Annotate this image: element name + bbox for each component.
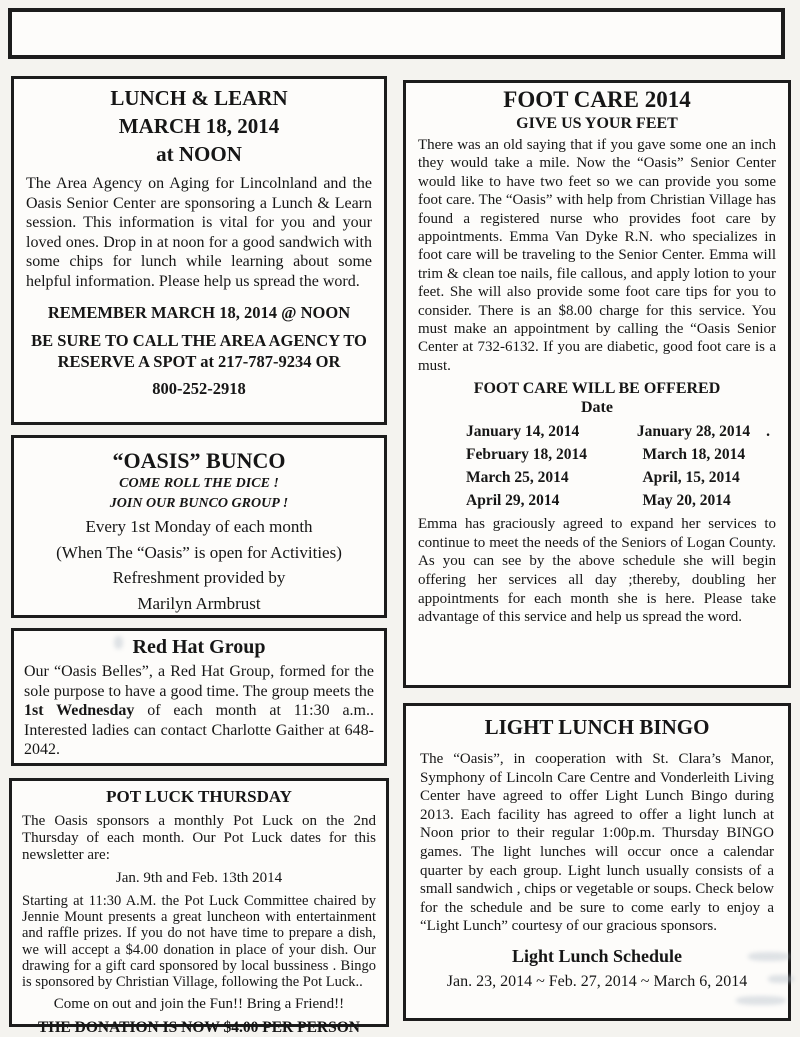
bunco-condition-line: (When The “Oasis” is open for Activities): [56, 542, 342, 562]
schedule-date-right: March 18, 2014: [642, 446, 746, 464]
bunco-refreshment-line: Refreshment provided by: [112, 568, 286, 587]
schedule-row: [466, 466, 776, 489]
top-banner-box: [8, 8, 785, 59]
light-lunch-schedule-dates: Jan. 23, 2014 ~ Feb. 27, 2014 ~ March 6, 2014: [446, 972, 748, 990]
light-lunch-bingo-body: The “Oasis”, in cooperation with St. Clara’s Manor, Symphony of Lincoln Care Centre and Vonderleith Living Center have agreed to offer Light Lunch Bingo during 2013. Each facility has agreed to offer a light lunch at Noon prior to their regular 1:00p.m. Thursday BINGO games. The light lunches will occur once a calendar quarter by each group. Light lunch usually consists of a small sandwich , chips or vegetable or soups. Check below for the schedule and be sure to come early to enjoy a “Light Lunch” courtesy of our gracious sponsors.: [420, 751, 774, 935]
bunco-box: [11, 435, 387, 618]
scan-smudge: [114, 636, 123, 649]
foot-care-offered-heading: FOOT CARE WILL BE OFFERED: [473, 380, 721, 398]
light-lunch-schedule-heading: Light Lunch Schedule: [511, 945, 683, 966]
red-hat-body: [24, 662, 374, 760]
red-hat-box: [11, 628, 387, 766]
bunco-tagline-2: JOIN OUR BUNCO GROUP !: [109, 496, 289, 511]
pot-luck-title: POT LUCK THURSDAY: [106, 787, 292, 806]
schedule-date-right: April, 15, 2014: [642, 469, 740, 487]
foot-care-title: FOOT CARE 2014: [503, 87, 691, 112]
pot-luck-invite: Come on out and join the Fun!! Bring a Friend!!: [53, 996, 345, 1013]
lunch-learn-date: MARCH 18, 2014: [118, 114, 280, 138]
foot-care-closing: Emma has graciously agreed to expand her services to continue to meet the needs of the Seniors of Logan County. As you can see by the above schedule she will begin offering her services all day ;thereby, doubling her appointments for each month she is here. Please take advantage of this service and help us spread the word.: [418, 516, 776, 626]
schedule-date-left: April 29, 2014: [466, 492, 560, 510]
foot-care-body: There was an old saying that if you gave some one an inch they would take a mile. Now the “Oasis” Senior Center would like to have two feet so we can provide you some foot care. The “Oasis” with help from Christian Village has found a registered nurse who provides foot care by appointments. Emma Van Dyke R.N. who specializes in foot care will be traveling to the Senior Center. Emma will trim & clean toe nails, file callous, and apply lotion to your feet. She will also provide some foot care tips for you to consider. There is an $8.00 charge for this service. You must make an appointment by calling the “Oasis Senior Center at 732-6132. If you are diabetic, good foot care is a must.: [418, 137, 776, 374]
schedule-row: [466, 489, 776, 512]
bunco-tagline-1: COME ROLL THE DICE !: [119, 476, 279, 491]
phone-number: 800-252-2918: [152, 379, 246, 398]
red-hat-body-contact: of each month at 11:30 a.m.. Interested ladies can contact Charlotte Gaither at 648-2042.: [24, 702, 374, 758]
lunch-learn-box: [11, 76, 387, 425]
pot-luck-details: Starting at 11:30 A.M. the Pot Luck Committee chaired by Jennie Mount presents a great luncheon with entertainment and raffle prizes. If you do not have time to prepare a dish, we will accept a $4.00 donation in place of your dish. Our drawing for a gift card sponsored by local bussiness . Bingo is sponsored by Christian Village, following the Pot Luck..: [22, 893, 376, 991]
call-to-action: BE SURE TO CALL THE AREA AGENCY TO RESERVE A SPOT at 217-787-9234 OR: [31, 331, 367, 371]
bunco-title: “OASIS” BUNCO: [112, 448, 286, 473]
red-hat-body-text: Our “Oasis Belles”, a Red Hat Group, formed for the sole purpose to have a good time. The group meets the: [24, 663, 374, 700]
pot-luck-dates: Jan. 9th and Feb. 13th 2014: [115, 870, 283, 886]
schedule-date-right: May 20, 2014: [642, 492, 731, 510]
schedule-row: [466, 420, 776, 443]
reminder-line: REMEMBER MARCH 18, 2014 @ NOON: [47, 303, 351, 322]
schedule-date-left: March 25, 2014: [466, 469, 569, 487]
red-hat-title: Red Hat Group: [132, 636, 266, 658]
stray-period-mark: .: [766, 423, 770, 441]
bleed-through-mark: [736, 996, 786, 1005]
schedule-date-left: February 18, 2014: [466, 446, 587, 464]
bleed-through-mark: [748, 952, 790, 961]
bunco-schedule-line: Every 1st Monday of each month: [85, 517, 313, 536]
pot-luck-box: [9, 778, 389, 1037]
pot-luck-intro: The Oasis sponsors a monthly Pot Luck on the 2nd Thursday of each month. Our Pot Luck dates for this newsletter are:: [22, 813, 376, 863]
pot-luck-donation: THE DONATION IS NOW $4.00 PER PERSON: [38, 1019, 360, 1037]
bunco-host-name: Marilyn Armbrust: [137, 593, 261, 613]
date-column-label: Date: [581, 399, 613, 417]
red-hat-bold-day: 1st Wednesday: [24, 702, 135, 719]
foot-care-schedule: [418, 420, 776, 512]
light-lunch-bingo-box: [403, 703, 791, 1021]
schedule-row: [466, 443, 776, 466]
foot-care-subtitle: GIVE US YOUR FEET: [516, 115, 678, 132]
foot-care-box: [403, 80, 791, 688]
schedule-date-left: January 14, 2014: [466, 423, 580, 441]
light-lunch-bingo-title: LIGHT LUNCH BINGO: [484, 715, 710, 739]
schedule-date-right: January 28, 2014: [636, 423, 751, 441]
lunch-learn-title: LUNCH & LEARN: [110, 86, 288, 110]
lunch-learn-body: The Area Agency on Aging for Lincolnland and the Oasis Senior Center are sponsoring a Lunch & Learn session. This information is vital for you and your loved ones. Drop in at noon for a good sandwich with some chips for lunch while learning about some helpful information. Please help us spread the word.: [26, 175, 372, 290]
lunch-learn-time: at NOON: [156, 142, 242, 166]
bleed-through-mark: [768, 975, 794, 983]
